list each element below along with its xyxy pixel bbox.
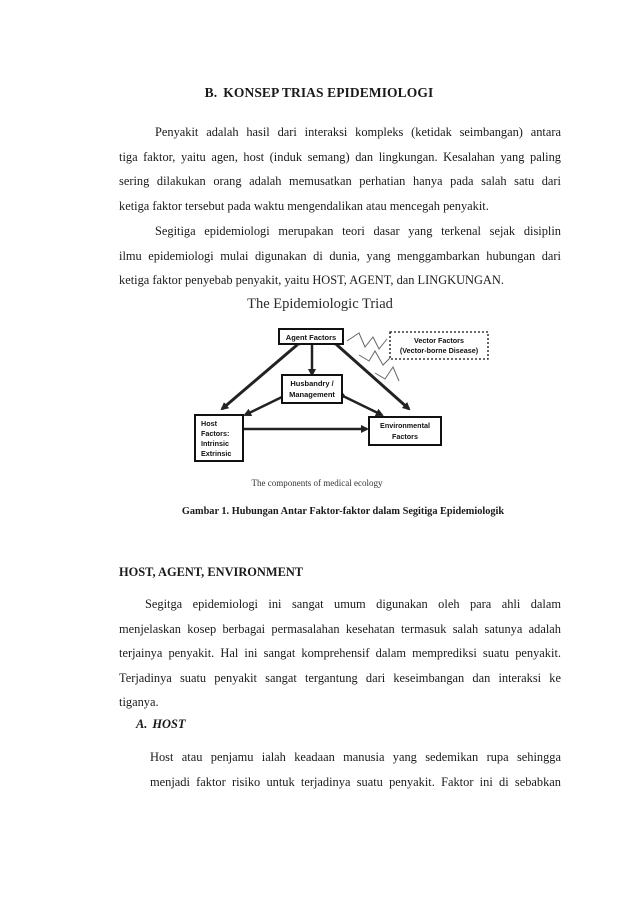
section-number: B.	[204, 85, 218, 100]
text-line: menjelaskan kosep berbagai permasalahan kesehatan termasuk salah satunya adalah	[119, 621, 561, 636]
triad-diagram	[187, 289, 491, 495]
extrinsic-label: Extrinsic	[201, 449, 232, 458]
subheading-host	[136, 717, 185, 732]
husbandry-label: Husbandry /	[290, 379, 334, 388]
subheading-number: A.	[136, 717, 148, 731]
vector-factors-label: Vector Factors	[414, 336, 464, 345]
text-line: Terjadinya suatu penyakit sangat tergantung dari keseimbangan dan interaksi ke	[119, 670, 561, 685]
vector-zigzag-2	[359, 351, 391, 365]
section-title	[0, 85, 638, 101]
environment-factors-label: Factors	[392, 432, 418, 441]
intro-paragraph-1	[119, 120, 561, 219]
section-title-text: KONSEP TRIAS EPIDEMIOLOGI	[223, 85, 434, 100]
epidemiologic-triad-figure	[187, 289, 491, 495]
center-host-arrow	[245, 397, 282, 415]
text-line: Penyakit adalah hasil dari interaksi kompleks (ketidak seimbangan) antara	[155, 125, 561, 139]
host-factors-label: Factors:	[201, 429, 230, 438]
text-line: sering dilakukan orang adalah memusatkan perhatian hanya pada salah satu dari	[119, 174, 561, 189]
figure-title: The Epidemiologic Triad	[247, 296, 393, 312]
figure-footer: The components of medical ecology	[251, 478, 383, 488]
center-environment-arrow	[345, 397, 382, 415]
text-line: terjainya penyakit. Hal ini sangat komprehensif dalam memprediksi suatu penyakit.	[119, 646, 561, 661]
figure-caption: Gambar 1. Hubungan Antar Faktor-faktor dalam Segitiga Epidemiologik	[181, 506, 505, 517]
vector-zigzag-3	[375, 367, 399, 381]
hae-paragraph	[119, 592, 561, 715]
text-line: tiganya.	[119, 695, 159, 710]
subheading-title: HOST	[152, 717, 186, 731]
environmental-label: Environmental	[380, 421, 430, 430]
agent-factors-label: Agent Factors	[285, 333, 337, 342]
text-line: menjadi faktor risiko untuk terjadinya suatu penyakit. Faktor ini di sebabkan	[150, 775, 561, 789]
text-line: Host atau penjamu ialah keadaan manusia yang sedemikan rupa sehingga	[150, 750, 561, 764]
text-line: Segitiga epidemiologi merupakan teori dasar yang terkenal sejak disiplin	[155, 224, 561, 238]
heading-host-agent-environment: HOST, AGENT, ENVIRONMENT	[119, 565, 304, 579]
text-line: ketiga faktor tersebut pada waktu mengendalikan atau mencegah penyakit.	[119, 199, 489, 214]
host-label: Host	[201, 419, 217, 428]
vector-factors-sublabel: (Vector-borne Disease)	[399, 346, 479, 355]
vector-zigzag-1	[347, 333, 387, 349]
intrinsic-label: Intrinsic	[201, 439, 229, 448]
text-line: tiga faktor, yaitu agen, host (induk semang) dan lingkungan. Kesalahan yang paling	[119, 149, 561, 164]
text-line: Segitga epidemiologi ini sangat umum digunakan oleh para ahli dalam	[145, 597, 561, 611]
intro-paragraph-2	[119, 219, 561, 293]
management-label: Management	[289, 390, 335, 399]
text-line: ilmu epidemiologi mulai digunakan di dunia, yang menggambarkan hubungan dari	[119, 248, 561, 263]
host-paragraph	[150, 745, 561, 795]
text-line: ketiga faktor penyebab penyakit, yaitu HOST, AGENT, dan LINGKUNGAN.	[119, 273, 504, 288]
